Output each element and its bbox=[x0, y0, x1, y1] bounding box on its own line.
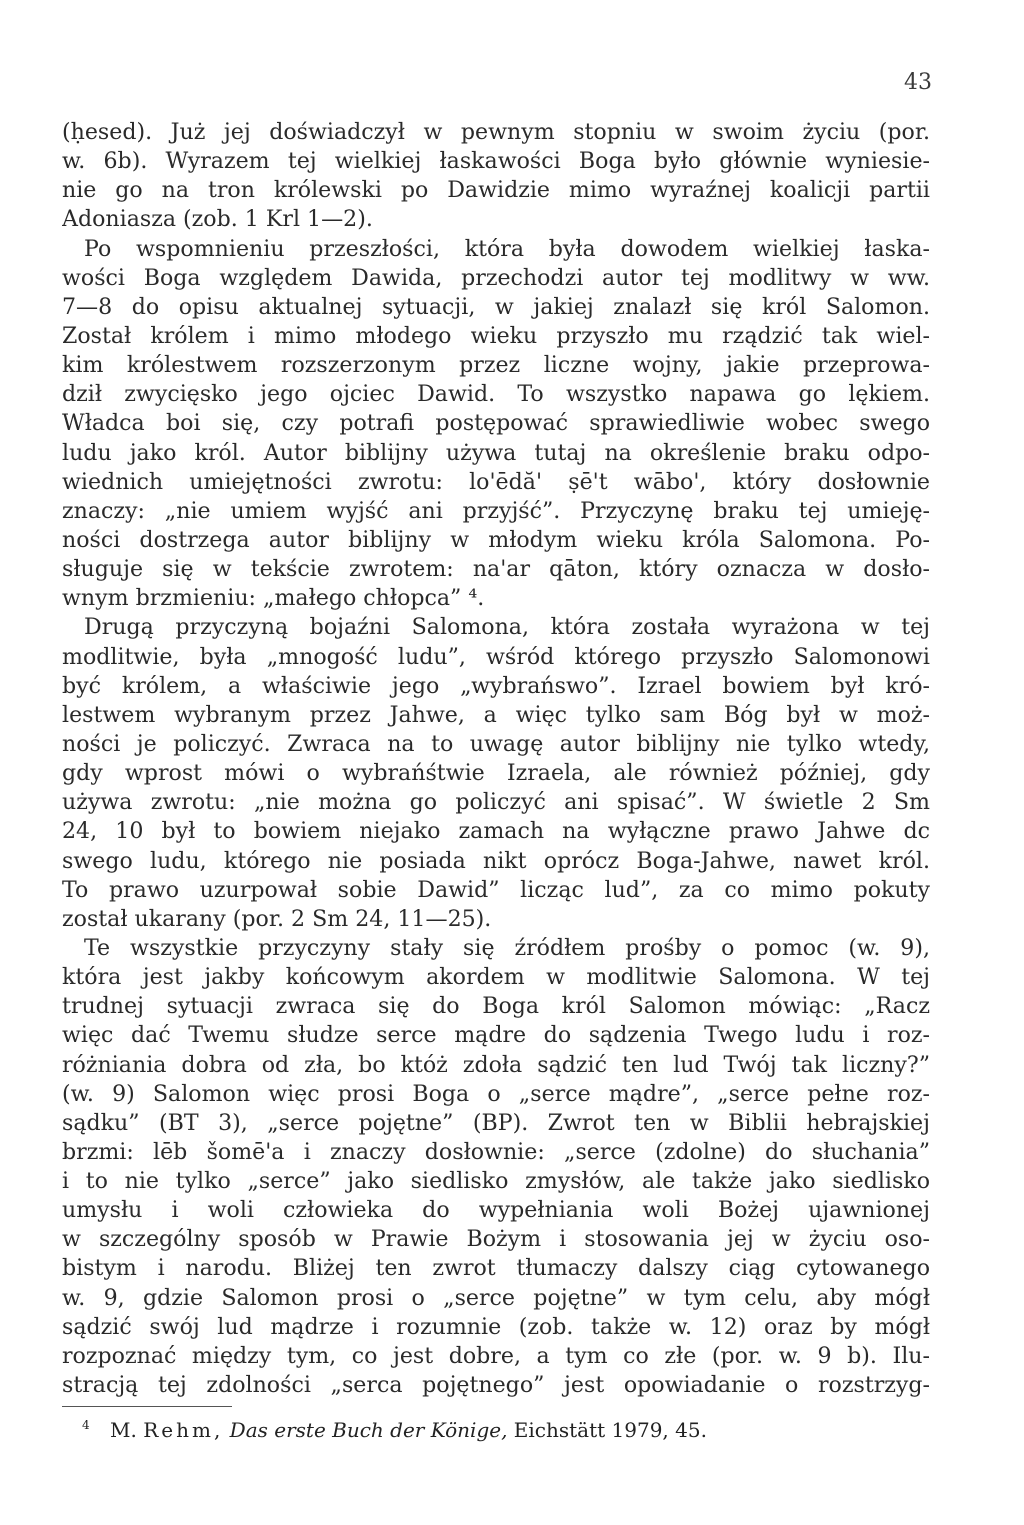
text-line: Drugą przyczyną bojaźni Salomona, która została wyrażona w tej bbox=[84, 614, 930, 641]
text-line: modlitwie, była „mnogość ludu”, wśród którego przyszło Salomonowi bbox=[62, 643, 930, 670]
text-line: Został królem i mimo młodego wieku przyszło mu rządzić tak wiel- bbox=[62, 322, 930, 349]
text-line: gdy wprost mówi o wybrańśtwie Izraela, ale również później, gdy bbox=[62, 760, 930, 787]
text-line: więc dać Twemu słudze serce mądre do sądzenia Twego ludu i roz- bbox=[62, 1022, 930, 1049]
text-line: wości Boga względem Dawida, przechodzi autor tej modlitwy w ww. bbox=[62, 264, 930, 291]
text-line: ności dostrzega autor biblijny w młodym wieku króla Salomona. Po- bbox=[62, 526, 930, 553]
text-line: być królem, a właściwie jego „wybrańswo”. Izrael bowiem był kró- bbox=[62, 672, 930, 699]
text-line: sądzić swój lud mądrze i rozumnie (zob. także w. 12) oraz by mógł bbox=[62, 1313, 930, 1340]
text-line: ludu jako król. Autor biblijny używa tutaj na określenie braku odpo- bbox=[62, 439, 930, 466]
text-line: w szczególny sposób w Prawie Bożym i stosowania jej w życiu oso- bbox=[62, 1226, 930, 1253]
text-line: kim królestwem rozszerzonym przez liczne wojny, jakie przeprowa- bbox=[62, 352, 930, 379]
text-line: trudnej sytuacji zwraca się do Boga król Salomon mówiąc: „Racz bbox=[62, 993, 930, 1020]
text-line: Te wszystkie przyczyny stały się źródłem prośby o pomoc (w. 9), bbox=[84, 934, 930, 961]
body-text bbox=[62, 118, 930, 1400]
text-line: swego ludu, którego nie posiada nikt oprócz Boga-Jahwe, nawet król. bbox=[62, 847, 930, 874]
text-line: To prawo uzurpował sobie Dawid” licząc lud”, za co mimo pokuty bbox=[62, 876, 930, 903]
text-line: w. 6b). Wyrazem tej wielkiej łaskawości Boga było głównie wyniesie- bbox=[62, 148, 930, 175]
text-line: 24, 10 był to bowiem niejako zamach na wyłączne prawo Jahwe dc bbox=[62, 818, 930, 845]
text-line: 7—8 do opisu aktualnej sytuacji, w jakiej znalazł się król Salomon. bbox=[62, 293, 930, 320]
page-number: 43 bbox=[904, 70, 932, 95]
text-line: znaczy: „nie umiem wyjść ani przyjść”. Przyczynę braku tej umieję- bbox=[62, 497, 930, 524]
text-line: bistym i narodu. Bliżej ten zwrot tłumaczy dalszy ciąg cytowanego bbox=[62, 1255, 930, 1282]
footnote-author-surname: Rehm, bbox=[143, 1418, 224, 1442]
text-line: dził zwycięsko jego ojciec Dawid. To wszystko napawa go lękiem. bbox=[62, 381, 930, 408]
text-line: która jest jakby końcowym akordem w modlitwie Salomona. W tej bbox=[62, 964, 930, 991]
text-line: stracją tej zdolności „serca pojętnego” jest opowiadanie o rozstrzyg- bbox=[62, 1372, 930, 1399]
text-line: (ḥesed). Już jej doświadczył w pewnym stopniu w swoim życiu (por. bbox=[62, 119, 930, 145]
text-line: lestwem wybranym przez Jahwe, a więc tylko sam Bóg był w moż- bbox=[62, 701, 930, 728]
text-line: wiednich umiejętności zwrotu: lo'ēdă' ṣē't wābo', który dosłownie bbox=[62, 468, 930, 495]
text-line: różniania dobra od zła, bo któż zdoła sądzić ten lud Twój tak liczny?” bbox=[62, 1051, 930, 1078]
footnote-title: Das erste Buch der Könige, bbox=[229, 1418, 508, 1442]
footnote-author-initial: M. bbox=[110, 1418, 137, 1442]
footnote-marker: 4 bbox=[82, 1418, 90, 1433]
text-line: rozpoznać między tym, co jest dobre, a tym co złe (por. w. 9 b). Ilu- bbox=[62, 1342, 930, 1369]
text-line: ności je policzyć. Zwraca na to uwagę autor biblijny nie tylko wtedy, bbox=[62, 730, 930, 757]
text-line: (w. 9) Salomon więc prosi Boga o „serce mądre”, „serce pełne roz- bbox=[62, 1080, 930, 1107]
footnote bbox=[82, 1418, 707, 1442]
text-line: sądku” (BT 3), „serce pojętne” (BP). Zwrot ten w Biblii hebrajskiej bbox=[62, 1109, 930, 1136]
text-line: w. 9, gdzie Salomon prosi o „serce pojętne” w tym celu, aby mógł bbox=[62, 1284, 930, 1311]
text-line: Adoniasza (zob. 1 Krl 1—2). bbox=[62, 206, 373, 233]
text-line: używa zwrotu: „nie można go policzyć ani spisać”. W świetle 2 Sm bbox=[62, 789, 930, 816]
text-line: i to nie tylko „serce” jako siedlisko zmysłów, ale także jako siedlisko bbox=[62, 1168, 930, 1195]
text-line: Władca boi się, czy potrafi postępować sprawiedliwie wobec swego bbox=[62, 410, 930, 437]
text-line: wnym brzmieniu: „małego chłopca” ⁴. bbox=[62, 585, 485, 612]
footnote-separator bbox=[62, 1406, 232, 1407]
text-line: sługuje się w tekście zwrotem: na'ar qāton, który oznacza w dosło- bbox=[62, 556, 930, 583]
text-line: brzmi: lēb šomē'a i znaczy dosłownie: „serce (zdolne) do słuchania” bbox=[62, 1138, 930, 1165]
text-line: został ukarany (por. 2 Sm 24, 11—25). bbox=[62, 905, 492, 932]
footnote-place-year: Eichstätt 1979, 45. bbox=[513, 1418, 707, 1442]
text-line: nie go na tron królewski po Dawidzie mimo wyraźnej koalicji partii bbox=[62, 177, 930, 204]
text-line: Po wspomnieniu przeszłości, która była dowodem wielkiej łaska- bbox=[84, 235, 930, 262]
text-line: umysłu i woli człowieka do wypełniania woli Bożej ujawnionej bbox=[62, 1197, 930, 1224]
